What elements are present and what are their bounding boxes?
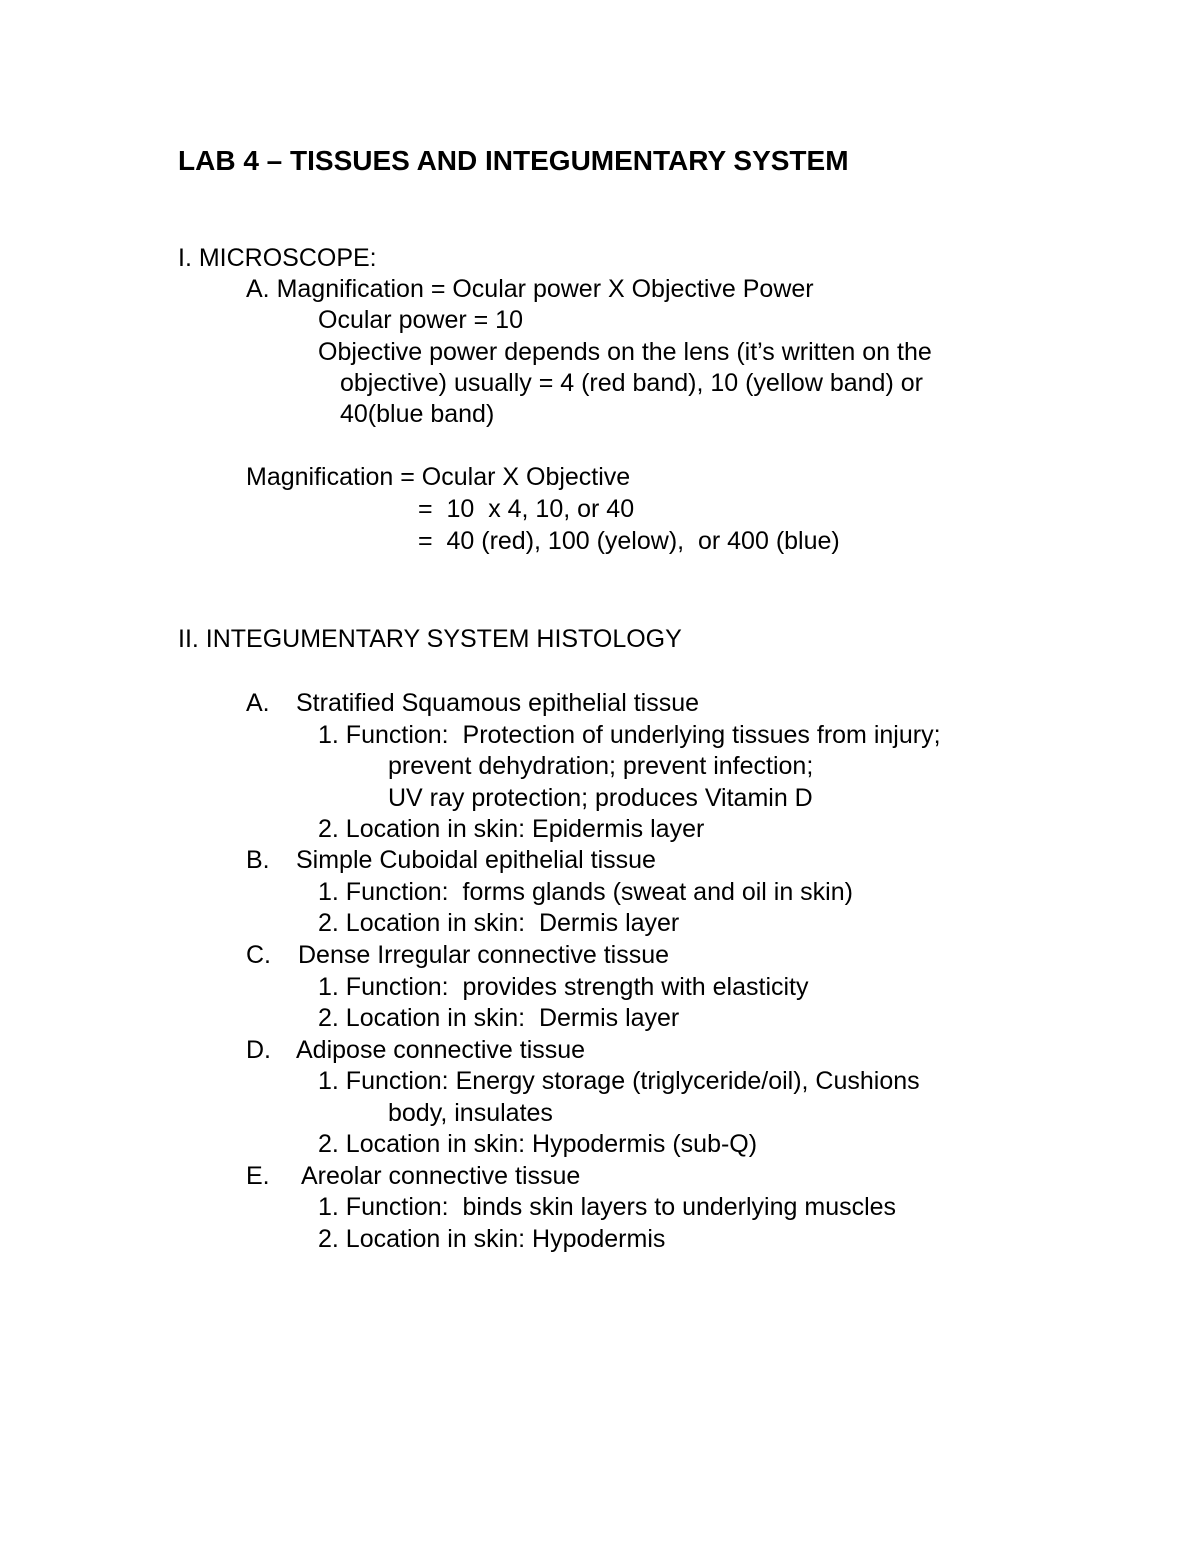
tissue-function-line: 1. Function: Protection of underlying tissues from injury; [318, 721, 941, 749]
tissue-item-heading [246, 1035, 585, 1065]
tissue-function-line: 1. Function: Energy storage (triglyceride/oil), Cushions [318, 1067, 920, 1095]
tissue-item-heading [246, 1161, 580, 1191]
objective-power-line-2: objective) usually = 4 (red band), 10 (yellow band) or [340, 369, 923, 397]
section-microscope-heading: I. MICROSCOPE: [178, 244, 377, 272]
tissue-item-label: E. [246, 1162, 270, 1190]
tissue-function-line: 1. Function: forms glands (sweat and oil in skin) [318, 878, 853, 906]
tissue-function-line: prevent dehydration; prevent infection; [388, 752, 814, 780]
tissue-item-name: Dense Irregular connective tissue [298, 941, 670, 969]
tissue-item-heading [246, 940, 669, 970]
tissue-item-heading [246, 845, 656, 875]
tissue-item-name: Stratified Squamous epithelial tissue [296, 689, 700, 717]
tissue-item-label: D. [246, 1036, 271, 1064]
tissue-location-line: 2. Location in skin: Hypodermis [318, 1225, 666, 1253]
tissue-item-heading [246, 688, 699, 718]
section-histology-heading: II. INTEGUMENTARY SYSTEM HISTOLOGY [178, 625, 682, 653]
tissue-item-name: Adipose connective tissue [296, 1036, 586, 1064]
tissue-item-name: Simple Cuboidal epithelial tissue [296, 846, 656, 874]
tissue-item-label: B. [246, 846, 270, 874]
formula-line-2: = 10 x 4, 10, or 40 [418, 495, 635, 523]
objective-power-line-1: Objective power depends on the lens (it’s written on the [318, 338, 932, 366]
formula-line-1: Magnification = Ocular X Objective [246, 463, 631, 491]
tissue-item-label: C. [246, 941, 271, 969]
magnification-definition: A. Magnification = Ocular power X Objective Power [246, 275, 814, 303]
tissue-location-line: 2. Location in skin: Dermis layer [318, 1004, 680, 1032]
tissue-function-line: 1. Function: binds skin layers to underlying muscles [318, 1193, 897, 1221]
tissue-location-line: 2. Location in skin: Hypodermis (sub-Q) [318, 1130, 758, 1158]
ocular-power-line: Ocular power = 10 [318, 306, 523, 334]
tissue-item-label: A. [246, 689, 270, 717]
objective-power-line-3: 40(blue band) [340, 400, 495, 428]
tissue-location-line: 2. Location in skin: Epidermis layer [318, 815, 705, 843]
formula-line-3: = 40 (red), 100 (yelow), or 400 (blue) [418, 527, 840, 555]
tissue-location-line: 2. Location in skin: Dermis layer [318, 909, 680, 937]
tissue-function-line: body, insulates [388, 1099, 553, 1127]
document-title: LAB 4 – TISSUES AND INTEGUMENTARY SYSTEM [178, 145, 849, 176]
tissue-function-line: UV ray protection; produces Vitamin D [388, 784, 813, 812]
tissue-item-name: Areolar connective tissue [301, 1162, 581, 1190]
tissue-function-line: 1. Function: provides strength with elasticity [318, 973, 809, 1001]
